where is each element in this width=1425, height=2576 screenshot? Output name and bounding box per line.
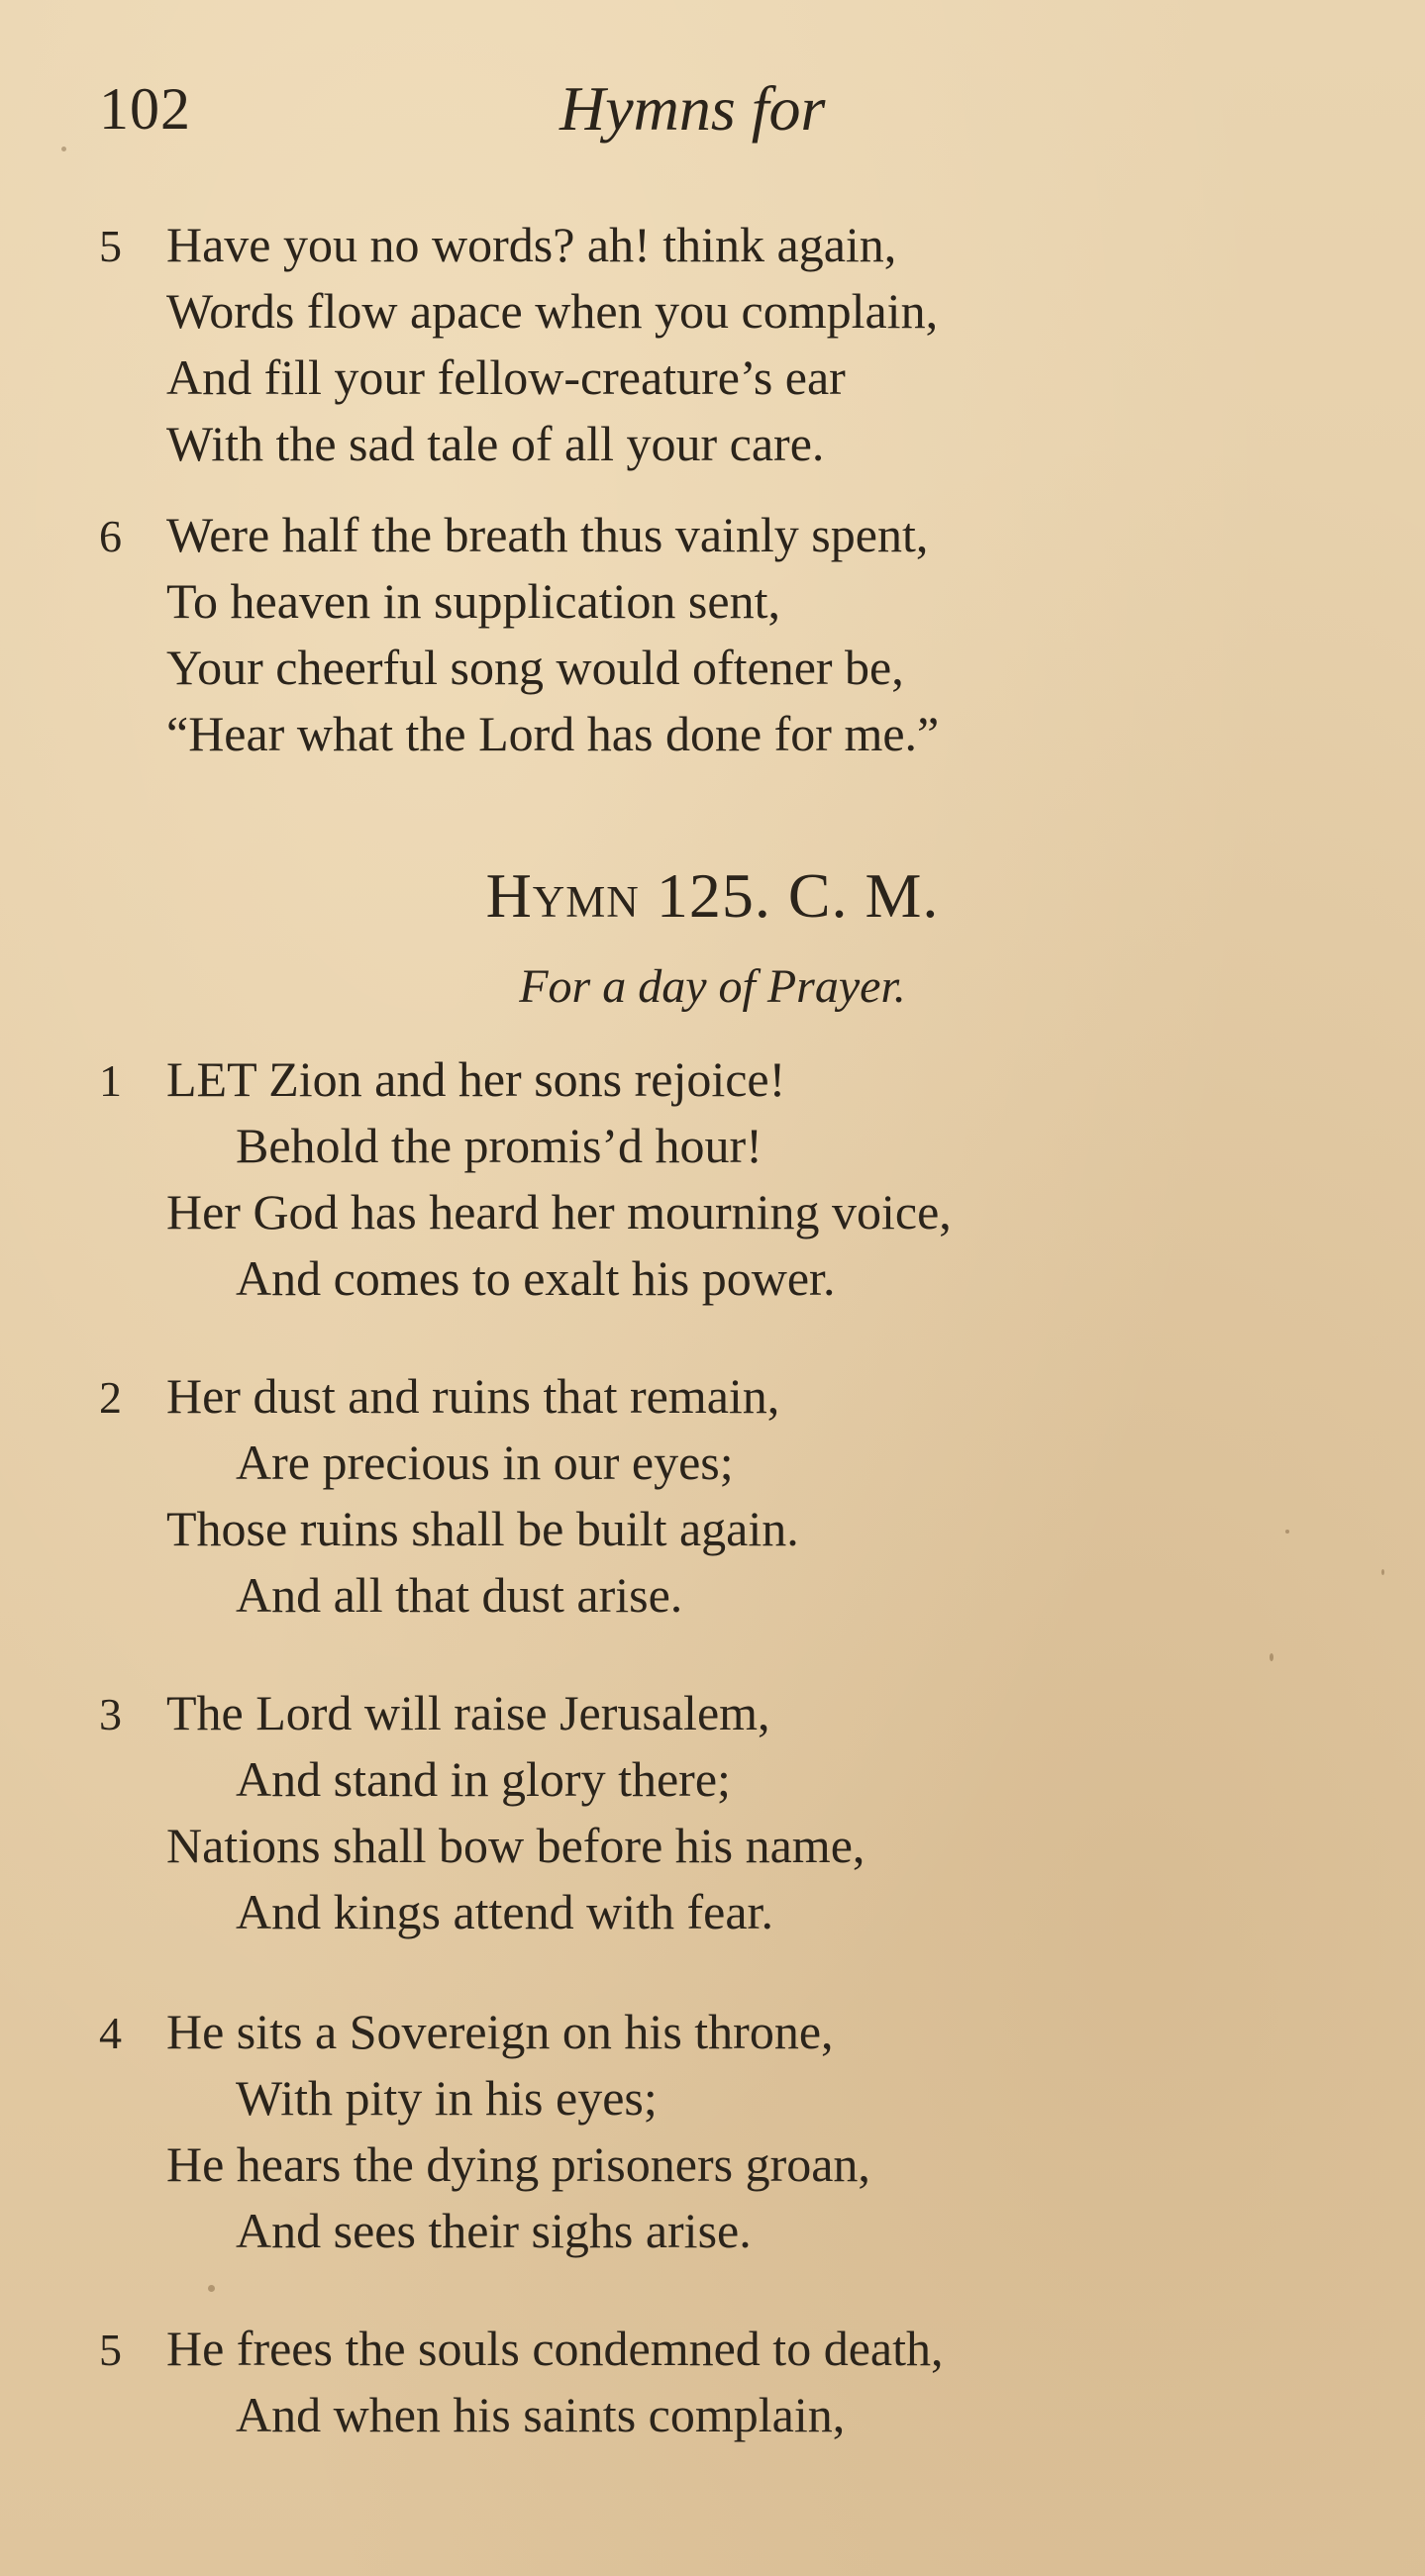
hymn-subtitle: For a day of Prayer. <box>519 960 906 1013</box>
verse-line: He frees the souls condemned to death, <box>166 2321 944 2376</box>
verse-number: 3 <box>99 1689 122 1739</box>
verse-line: Your cheerful song would oftener be, <box>166 640 904 695</box>
verse-line: With pity in his eyes; <box>236 2070 658 2126</box>
running-head: Hymns for <box>560 73 826 144</box>
verse-number: 6 <box>99 511 122 561</box>
paper-speck <box>1285 1530 1289 1534</box>
verse-line: Words flow apace when you complain, <box>166 283 939 339</box>
verse-line: Her dust and ruins that remain, <box>166 1368 780 1424</box>
page-header <box>99 59 1327 168</box>
verse-line: Those ruins shall be built again. <box>166 1501 799 1556</box>
verse-line: LET Zion and her sons rejoice! <box>166 1051 786 1107</box>
verse-line: Have you no words? ah! think again, <box>166 217 897 272</box>
hymn-title-word: Hymn <box>485 860 640 931</box>
verse-line: He hears the dying prisoners groan, <box>166 2136 870 2192</box>
verse-number: 2 <box>99 1372 122 1423</box>
paper-speck <box>61 147 66 151</box>
verse-line: “Hear what the Lord has done for me.” <box>166 706 940 761</box>
verse-line: And kings attend with fear. <box>236 1884 773 1939</box>
verse-line: Were half the breath thus vainly spent, <box>166 507 929 562</box>
paper-speck <box>1270 1653 1273 1661</box>
verse-line: And stand in glory there; <box>236 1751 731 1807</box>
verse-line: Her God has heard her mourning voice, <box>166 1184 952 1239</box>
verse-line: Nations shall bow before his name, <box>166 1818 865 1873</box>
verse-line: To heaven in supplication sent, <box>166 573 780 629</box>
verse-number: 1 <box>99 1055 122 1106</box>
verse-number: 5 <box>99 2325 122 2375</box>
verse-number: 4 <box>99 2008 122 2058</box>
page-number: 102 <box>99 76 191 142</box>
verse-line: And all that dust arise. <box>236 1567 683 1623</box>
paper-speck <box>208 2285 215 2292</box>
verse-line: Are precious in our eyes; <box>236 1435 734 1490</box>
verse-line: The Lord will raise Jerusalem, <box>166 1685 770 1740</box>
paper-speck <box>1381 1569 1384 1575</box>
verse-line: And when his saints complain, <box>236 2387 846 2442</box>
verse-line: Behold the promis’d hour! <box>236 1118 763 1173</box>
verse-number: 5 <box>99 221 122 271</box>
verse-line: He sits a Sovereign on his throne, <box>166 2004 834 2059</box>
verse-line: And comes to exalt his power. <box>236 1250 836 1306</box>
hymn-title-number-meter: 125. C. M. <box>639 860 940 931</box>
verse-line: And sees their sighs arise. <box>236 2203 752 2258</box>
verse-line: And fill your fellow-creature’s ear <box>166 349 846 405</box>
verse-line: With the sad tale of all your care. <box>166 416 825 471</box>
hymn-title <box>0 851 1425 941</box>
